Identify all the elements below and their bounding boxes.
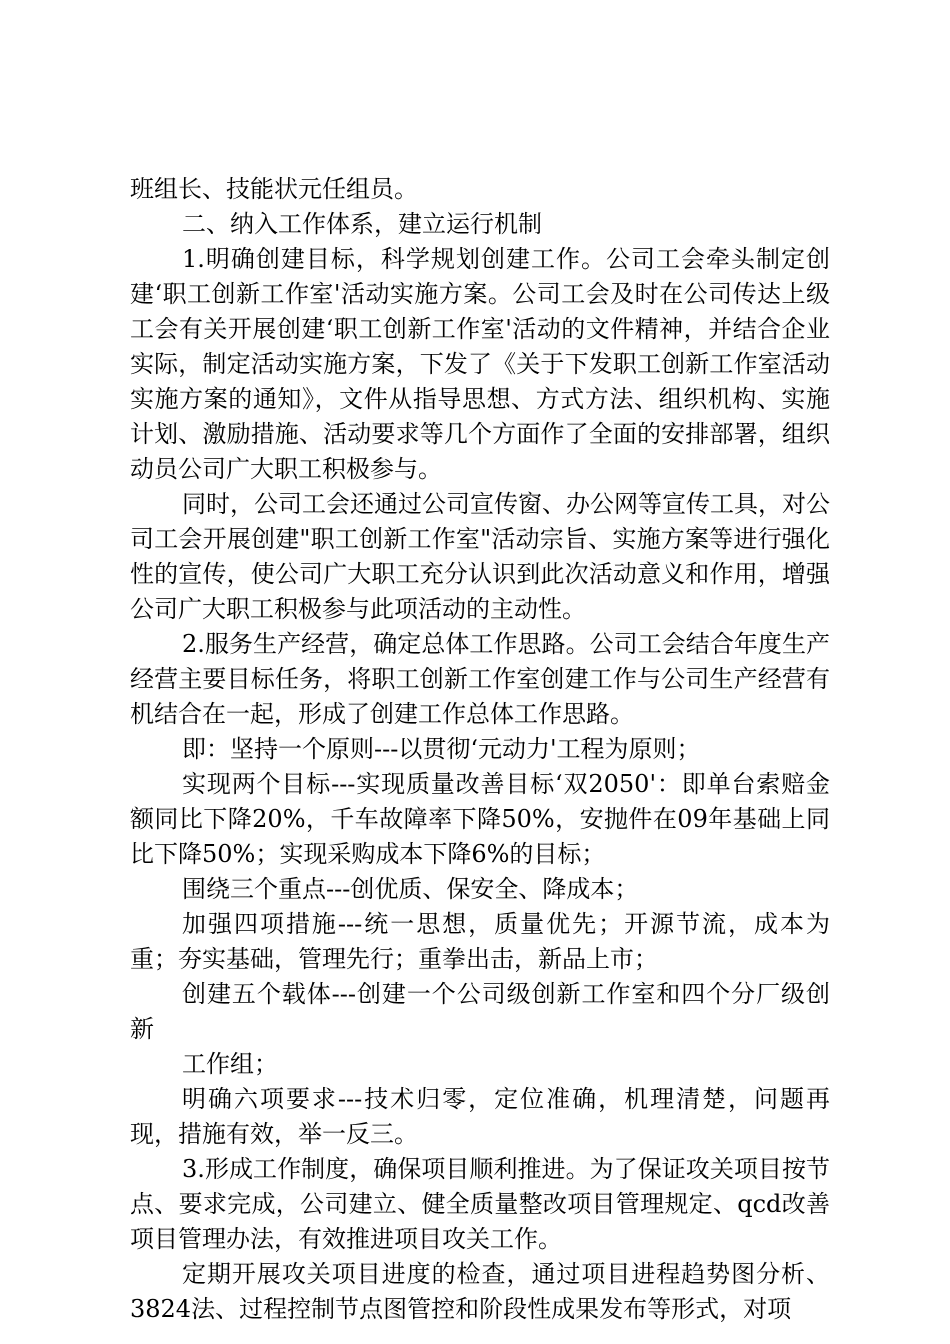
section-heading: 二、纳入工作体系，建立运行机制 — [182, 210, 542, 238]
document-body — [130, 172, 830, 1327]
paragraph-12: 明确六项要求---技术归零，定位准确，机理清楚，问题再现，措施有效，举一反三。 — [130, 1085, 830, 1148]
paragraph-9: 加强四项措施---统一思想，质量优先；开源节流，成本为重；夯实基础，管理先行；重拳出击，新品上市； — [130, 910, 830, 973]
paragraph-7: 实现两个目标---实现质量改善目标‘双2050'：即单台索赔金额同比下降20%，千车故障率下降50%，安抛件在09年基础上同比下降50%；实现采购成本下降6%的目标； — [130, 770, 830, 868]
paragraph-3: 1.明确创建目标，科学规划创建工作。公司工会牵头制定创建‘职工创新工作室'活动实施方案。公司工会及时在公司传达上级工会有关开展创建‘职工创新工作室'活动的文件精神，并结合企业实际，制定活动实施方案，下发了《关于下发职工创新工作室活动实施方案的通知》，文件从指导思想、方式方法、组织机构、实施计划、激励措施、活动要求等几个方面作了全面的安排部署，组织动员公司广大职工积极参与。 — [130, 245, 830, 483]
paragraph-8: 围绕三个重点---创优质、保安全、降成本； — [182, 875, 639, 903]
paragraph-5: 2.服务生产经营，确定总体工作思路。公司工会结合年度生产经营主要目标任务，将职工创新工作室创建工作与公司生产经营有机结合在一起，形成了创建工作总体工作思路。 — [130, 630, 830, 728]
paragraph-10: 创建五个载体---创建一个公司级创新工作室和四个分厂级创新 — [130, 980, 830, 1043]
paragraph-11: 工作组； — [182, 1050, 278, 1078]
paragraph-6: 即：坚持一个原则---以贯彻‘元动力'工程为原则； — [182, 735, 701, 763]
paragraph-13: 3.形成工作制度，确保项目顺利推进。为了保证攻关项目按节点、要求完成，公司建立、健全质量整改项目管理规定、qcd改善项目管理办法，有效推进项目攻关工作。 — [130, 1155, 830, 1253]
paragraph-1: 班组长、技能状元任组员。 — [130, 175, 418, 203]
paragraph-14: 定期开展攻关项目进度的检查，通过项目进程趋势图分析、3824法、过程控制节点图管控和阶段性成果发布等形式，对项 — [130, 1260, 830, 1323]
paragraph-4: 同时，公司工会还通过公司宣传窗、办公网等宣传工具，对公司工会开展创建"职工创新工作室"活动宗旨、实施方案等进行强化性的宣传，使公司广大职工充分认识到此次活动意义和作用，增强公司广大职工积极参与此项活动的主动性。 — [130, 490, 830, 623]
